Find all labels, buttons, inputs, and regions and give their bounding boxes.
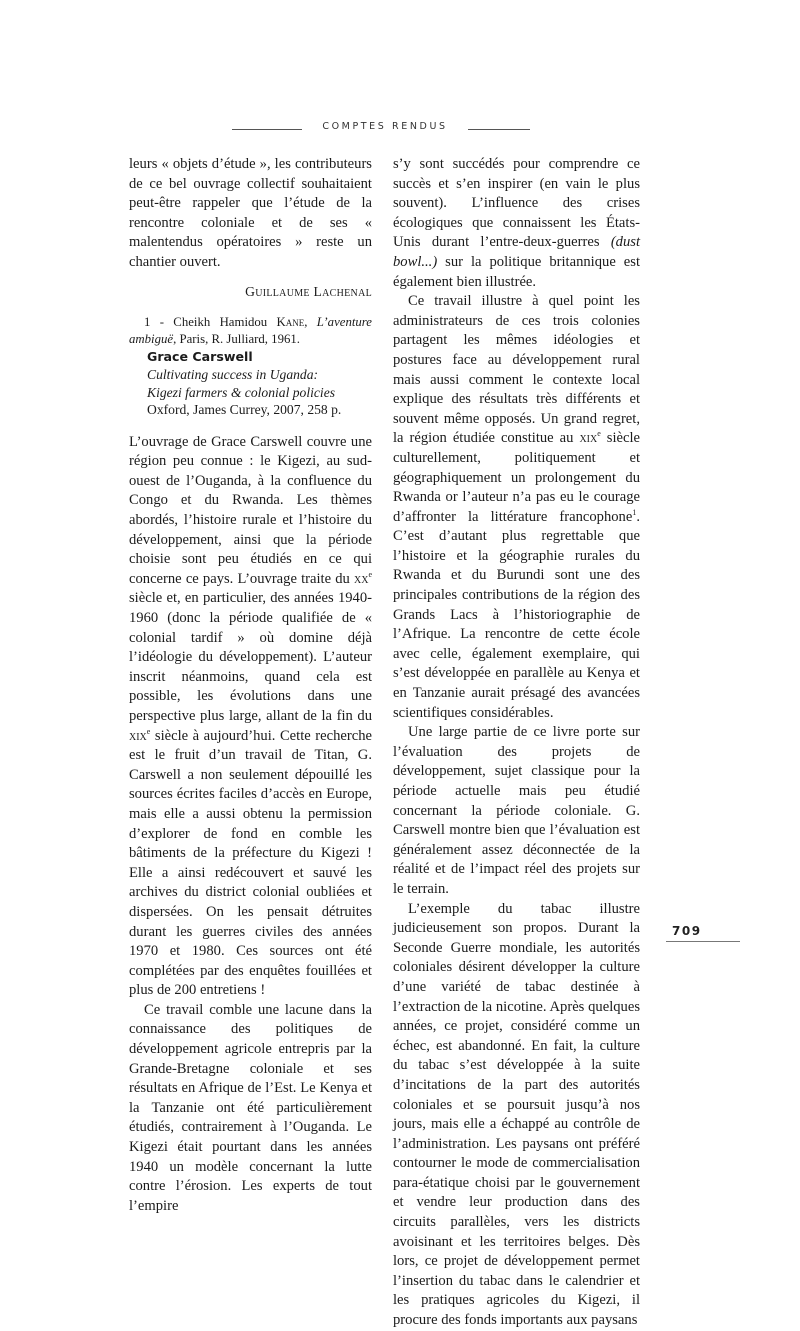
review-paragraph-5: L’exemple du tabac illustre judicieusement son propos. Durant la Seconde Guerre mondiale, les autorités coloniales désirent développer la culture d’une variété de tabac destinée à l’extraction de la nicotine. Après quelques années, ce projet, considéré comme un échec, est abandonné. En fait, la culture du tabac s’est développée à la suite d’incitations de la part des autorités coloniales et se poursuit jusqu’à nos jours, mais elle a échappé au contrôle de l’administration. Les paysans ont préféré contourner le mode de commercialisation para-étatique choisi par le gouvernement et vendre leur production dans des circuits parallèles, vers les districts avoisinant et les territoires belges. Dès lors, ce projet de développement permet l’insertion du tabac dans le calendrier et les pratiques agricoles du Kigezi, il procure des fonds importants aux paysans [393,900,640,1329]
review-paragraph-1: L’ouvrage de Grace Carswell couvre une région peu connue : le Kigezi, au sud-ouest de l’Ouganda, à la confluence du Congo et du Rwanda. Les thèmes abordés, l’histoire rurale et l’histoire du développement, ainsi que la période choisie sont peu étudiés en ce qui concerne ce pays. L’ouvrage traite du $xx^e$ siècle et, en particulier, des années 1940-1960 (donc la période qualifiée de « colonial tardif » où domine déjà l’idéologie du développement). L’auteur inscrit néanmoins, quand cela est possible, les évolutions dans une perspective plus large, allant de la fin du xix$^e$ siècle à aujourd’hui. Cette recherche est le fruit d’un travail de Titan, G. Carswell a non seulement dépouillé les sources écrites faciles d’accès en Europe, mais elle a aussi obtenu la permission d’explorer de fond en comble les bâtiments de la préfecture du Kigezi ! Elle a ainsi redécouvert et sauvé les archives du district colonial oubliées et dispersées. On les pensait détruites durant les guerres civiles des années 1970 et 1980. Ces sources ont été complétées par des enquêtes fouillées et plus de 200 entretiens ! [129,433,372,999]
dust-bowl-italic: (dust bowl...) [393,234,640,270]
reviewed-author: Grace Carswell [147,349,253,365]
review-paragraph-3: Ce travail illustre à quel point les administrateurs de ces trois colonies partagent les mêmes idéologies et postures face au développement rural mais aussi comment le contexte local explique des résultats très différents et souvent même opposés. Un grand regret, la région étudiée constitue au xix$^e$ siècle culturellement, politiquement et géographiquement un prolongement du Rwanda or l’auteur n’a pas eu le courage d’affronter la littérature francophone$^1$. C’est d’autant plus regrettable que l’histoire et la géographie rurales du Rwanda et du Burundi sont une des principales contributions de la région des Grands Lacs à l’historiographie de l’Afrique. La rencontre de cette école avec celle, également exemplaire, qui s’est développée en parallèle au Kenya et en Tanzanie aurait présagé des avancées scientifiques considérables. [393,293,641,721]
review-paragraph-2: Ce travail comble une lacune dans la connaissance des politiques de développement agricole entrepris par la Grande-Bretagne coloniale et ses résultats en Afrique de l’Est. Le Kenya et la Tanzanie ont été particulièrement étudiés, contrairement à l’Ouganda. Le Kigezi était pourtant dans les années 1940 un modèle concernant la lutte contre l’érosion. Les experts de tout l’empire [129,1001,372,1214]
running-title: COMPTES RENDUS [322,121,448,132]
header-rule-left [232,129,302,130]
review-paragraph-2-continued [393,155,640,292]
review-signature: Guillaume Lachenal [245,283,372,299]
left-column [129,155,372,1216]
header-rule-right [468,129,530,130]
book-title-line-2: Kigezi farmers & colonial policies [147,384,336,400]
review-paragraph-4: Une large partie de ce livre porte sur l’évaluation des projets de développement, sujet classique pour la période actuelle mais peu étudié concernant la période coloniale. G. Carswell montre bien que l’évaluation est généralement assez déconnectée de la réalité et de l’impact réel des projets sur le terrain. [393,724,640,897]
page-number-rule [666,941,740,942]
running-header [0,121,800,137]
page-number: 709 [672,924,702,938]
continued-text: s’y sont succédés pour comprendre ce succès et s’en inspirer (en vain le plus souvent). L’influence des crises écologiques que connaissent les États-Unis durant l’entre-deux-guerres (dust bowl...) sur la politique britannique est également bien illustrée. [393,156,640,290]
previous-review-closing: leurs « objets d’étude », les contributeurs de ce bel ouvrage collectif souhaitaient peut-être rappeler que l’étude de la rencontre coloniale et de ses « malentendus opératoires » reste un chantier ouvert. [129,156,372,270]
footnote-book-title: L’aventure ambiguë [129,315,372,347]
publication-info: Oxford, James Currey, 2007, 258 p. [147,402,342,418]
right-column [393,155,640,1331]
footnote: 1 - Cheikh Hamidou Kane, L’aventure ambiguë, Paris, R. Julliard, 1961. [129,315,372,347]
review-heading [147,348,372,419]
book-title-line-1: Cultivating success in Uganda: [147,367,319,383]
footnote-reference: 1 [632,507,637,517]
